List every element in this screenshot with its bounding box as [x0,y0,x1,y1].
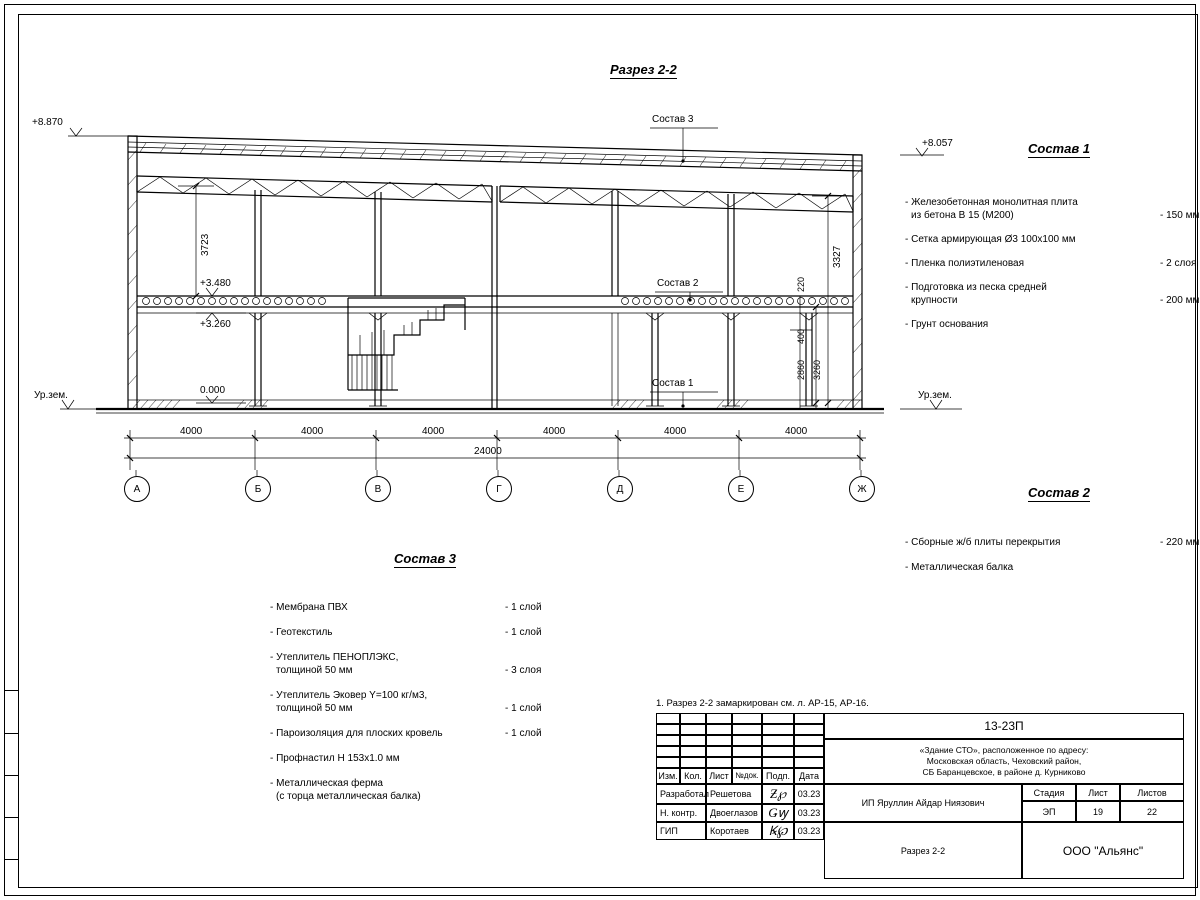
sostav3-item-7 [270,777,630,803]
stamp-col-podp: Подп. [762,768,794,784]
axis-bubble-b: Б [245,476,271,502]
rev-grid-cell [656,746,680,757]
stamp-project-code: 13-23П [824,713,1184,739]
dim-vertical-2860: 2860 [796,359,806,380]
rev-grid-cell [656,735,680,746]
sostav2-list [905,536,1200,583]
sostav3-item-2-value: - 1 слой [505,627,542,638]
rev-grid-cell [680,757,706,768]
title-block [656,713,1184,879]
stamp-customer: ИП Яруллин Айдар Ниязович [824,784,1022,822]
sostav1-item-4-value: - 200 мм [1160,295,1200,306]
sostav3-item-1-text: - Мембрана ПВХ [270,602,348,613]
axis-bubble-d: Д [607,476,633,502]
sostav3-item-5 [270,727,630,740]
rev-grid-cell [656,724,680,735]
rev-grid-cell [762,746,794,757]
stamp-col-ndok: №док. [732,768,762,784]
rev-grid-cell [762,724,794,735]
stamp-date-1: 03.23 [794,784,824,804]
stamp-stage-header: Стадия [1022,784,1076,801]
dim-span-1: 4000 [180,426,203,437]
stamp-role-1: Разработал [656,784,706,804]
elevation-top-right: +8.057 [922,138,953,149]
dim-vertical-220: 220 [796,276,806,292]
rev-grid-cell [794,757,824,768]
rev-grid-cell [794,724,824,735]
stamp-name-1: Решетова [706,784,762,804]
dim-vertical-3327: 3327 [832,245,843,268]
rev-grid-cell [680,746,706,757]
rev-grid-cell [762,713,794,724]
sostav2-item-1-text: - Сборные ж/б плиты перекрытия [905,537,1061,548]
stamp-sheet-header: Лист [1076,784,1120,801]
sostav2-title: Состав 2 [1028,485,1091,500]
general-note: 1. Разрез 2-2 замаркирован см. л. АР-15, АР-16. [656,698,869,709]
stamp-name-3: Коротаев [706,822,762,840]
sostav2-item-1-value: - 220 мм [1160,537,1200,548]
dim-span-5: 4000 [664,426,687,437]
sostav3-item-5-text: - Пароизоляция для плоских кровель [270,728,443,739]
stamp-sign-1: Ƶ℘ [762,784,794,804]
axis-bubble-a: А [124,476,150,502]
sostav3-item-6 [270,752,630,765]
sostav3-item-4-text: - Утеплитель Эковер Y=100 кг/м3, толщиной 50 мм [270,690,428,714]
sostav2-item-2 [905,561,1200,574]
callout-sostav1: Состав 1 [652,378,694,389]
axis-bubble-e: Е [728,476,754,502]
dim-span-6: 4000 [785,426,808,437]
rev-grid-cell [656,757,680,768]
stamp-stage-value: ЭП [1022,801,1076,822]
stamp-col-izm: Изм. [656,768,680,784]
stamp-col-kol: Кол. [680,768,706,784]
rev-grid-cell [732,735,762,746]
sostav1-item-1 [905,196,1200,222]
stamp-sheet-value: 19 [1076,801,1120,822]
stamp-sheets-header: Листов [1120,784,1184,801]
rev-grid-cell [794,735,824,746]
rev-grid-cell [706,724,732,735]
dim-vertical-3723: 3723 [200,233,211,256]
ground-level-right: Ур.зем. [918,390,952,401]
rev-grid-cell [680,713,706,724]
sostav3-item-5-value: - 1 слой [505,728,542,739]
rev-grid-cell [706,757,732,768]
sostav3-item-1 [270,601,630,614]
stamp-role-2: Н. контр. [656,804,706,822]
axis-bubble-g: Г [486,476,512,502]
sostav3-item-6-text: - Профнастил Н 153х1.0 мм [270,753,400,764]
sostav2-item-1 [905,536,1200,549]
stamp-name-2: Двоеглазов [706,804,762,822]
rev-grid-cell [732,713,762,724]
dim-span-4: 4000 [543,426,566,437]
stamp-sign-2: Ǥꝡ [762,804,794,822]
sostav1-item-1-text: - Железобетонная монолитная плита из бетона В 15 (М200) [905,197,1078,221]
section-title: Разрез 2-2 [610,62,677,77]
sostav3-item-2-text: - Геотекстиль [270,627,333,638]
ground-level-left: Ур.зем. [34,390,68,401]
dim-vertical-3260: 3260 [812,359,822,380]
sostav1-item-4 [905,281,1200,307]
sostav1-item-2 [905,233,1200,246]
dim-vertical-400: 400 [796,328,806,344]
rev-grid-cell [706,746,732,757]
stamp-sign-3: Ꝃ℘ [762,822,794,840]
rev-grid-cell [706,735,732,746]
rev-grid-cell [706,713,732,724]
stamp-object: «Здание СТО», расположенное по адресу: Московская область, Чеховский район, СБ Баранцевское, в районе д. Курниково [824,739,1184,784]
sostav1-item-3 [905,257,1200,270]
sostav1-list [905,196,1200,340]
dim-span-3: 4000 [422,426,445,437]
elevation-top-left: +8.870 [32,117,63,128]
sostav1-item-5-text: - Грунт основания [905,319,989,330]
stamp-sheet-title: Разрез 2-2 [824,822,1022,879]
elevation-slab-lower: +3.260 [200,319,231,330]
sostav1-item-1-value: - 150 мм [1160,210,1200,221]
sostav1-item-3-value: - 2 слоя [1160,258,1197,269]
sostav1-item-2-text: - Сетка армирующая Ø3 100х100 мм [905,234,1076,245]
axis-bubble-v: В [365,476,391,502]
sostav3-item-4 [270,689,630,715]
rev-grid-cell [656,713,680,724]
rev-grid-cell [762,735,794,746]
rev-grid-cell [732,724,762,735]
sostav3-item-1-value: - 1 слой [505,602,542,613]
dim-total: 24000 [474,446,502,457]
stamp-col-list: Лист [706,768,732,784]
rev-grid-cell [732,757,762,768]
callout-sostav2: Состав 2 [657,278,699,289]
stamp-sheets-value: 22 [1120,801,1184,822]
sostav3-item-4-value: - 1 слой [505,703,542,714]
callout-sostav3: Состав 3 [652,114,694,125]
stamp-role-3: ГИП [656,822,706,840]
sostav2-item-2-text: - Металлическая балка [905,562,1014,573]
rev-grid-cell [794,746,824,757]
rev-grid-cell [732,746,762,757]
sostav3-item-3 [270,651,630,677]
sostav1-item-5 [905,318,1200,331]
elevation-ground-zero: 0.000 [200,385,226,396]
sostav1-item-4-text: - Подготовка из песка средней крупности [905,282,1047,306]
axis-bubble-zh: Ж [849,476,875,502]
sostav1-item-3-text: - Пленка полиэтиленовая [905,258,1025,269]
dim-span-2: 4000 [301,426,324,437]
elevation-slab-upper: +3.480 [200,278,231,289]
sostav1-title: Состав 1 [1028,141,1091,156]
sostav3-item-3-value: - 3 слоя [505,665,542,676]
rev-grid-cell [794,713,824,724]
stamp-date-3: 03.23 [794,822,824,840]
rev-grid-cell [762,757,794,768]
stamp-col-data: Дата [794,768,824,784]
sostav3-item-7-text: - Металлическая ферма (с торца металлическая балка) [270,778,421,802]
sostav3-list [270,601,630,812]
rev-grid-cell [680,724,706,735]
sostav3-item-2 [270,626,630,639]
sostav3-item-3-text: - Утеплитель ПЕНОПЛЭКС, толщиной 50 мм [270,652,399,676]
rev-grid-cell [680,735,706,746]
stamp-company: ООО "Альянс" [1022,822,1184,879]
sostav3-title: Состав 3 [394,551,457,566]
stamp-date-2: 03.23 [794,804,824,822]
